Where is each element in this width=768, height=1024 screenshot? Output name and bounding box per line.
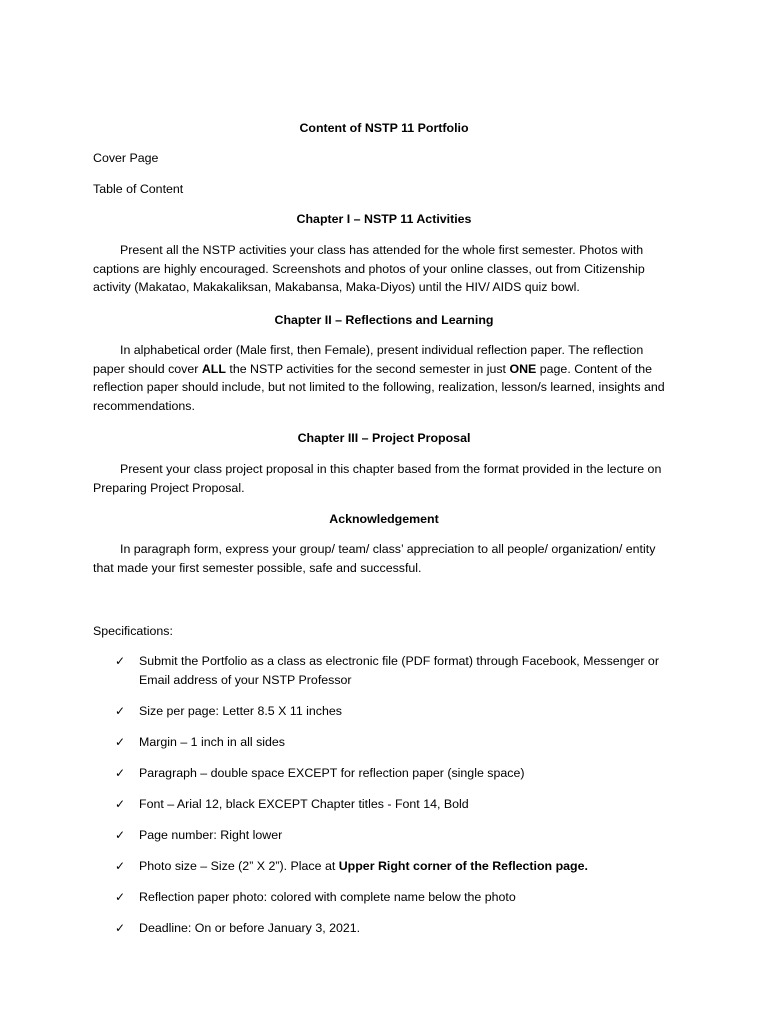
acknowledgement-body: In paragraph form, express your group/ team/ class’ appreciation to all people/ organization/ entity that made your first semester possible, safe and successful. (93, 542, 656, 575)
check-mark-icon: ✓ (115, 766, 126, 780)
chapter-2-body-part: the NSTP activities for the second semester in just (225, 361, 510, 376)
chapter-2-body-part: In alphabetical order (Male first, then Female), present individual reflection paper. The reflection paper should cover (93, 343, 644, 376)
check-mark-icon: ✓ (115, 654, 126, 668)
specifications-label: Specifications: (93, 624, 173, 638)
document-title: Content of NSTP 11 Portfolio (299, 121, 469, 135)
chapter-2-emphasis-all: ALL (201, 361, 226, 376)
chapter-1-body: Present all the NSTP activities your class has attended for the whole first semester. Photos with captions are highly encouraged. Screenshots and photos of your online classes, out from Citizenship activity (Makatao, Makakaliksan, Makabansa, Maka-Diyos) until the HIV/ AIDS quiz bowl. (93, 243, 645, 295)
chapter-3-heading: Chapter III – Project Proposal (297, 431, 471, 445)
chapter-2-emphasis-one: ONE (509, 361, 537, 376)
check-mark-icon: ✓ (115, 704, 126, 718)
chapter-2-body-part: page. Content of the reflection paper should include, but not limited to the following, realization, lesson/s learned, insights and recommendations. (93, 361, 665, 413)
acknowledgement-heading: Acknowledgement (329, 512, 439, 526)
cover-page-item: Cover Page (93, 151, 159, 165)
check-mark-icon: ✓ (115, 735, 126, 749)
spec-item-text: Size per page: Letter 8.5 X 11 inches (139, 704, 342, 718)
chapter-2-heading: Chapter II – Reflections and Learning (274, 313, 494, 327)
spec-photo-size-emphasis: Upper Right corner of the Reflection page. (338, 859, 588, 873)
spec-item-text: Font – Arial 12, black EXCEPT Chapter titles - Font 14, Bold (139, 797, 469, 811)
chapter-3-body: Present your class project proposal in this chapter based from the format provided in the lecture on Preparing Project Proposal. (93, 462, 662, 495)
check-mark-icon: ✓ (115, 797, 126, 811)
spec-item-text: Reflection paper photo: colored with complete name below the photo (139, 890, 516, 904)
spec-item-text: Paragraph – double space EXCEPT for reflection paper (single space) (139, 766, 525, 780)
spec-item-text: Deadline: On or before January 3, 2021. (139, 921, 361, 935)
chapter-1-heading: Chapter I – NSTP 11 Activities (296, 212, 472, 226)
table-of-content-item: Table of Content (93, 182, 184, 196)
spec-item-text: Page number: Right lower (139, 828, 283, 842)
spec-item-text (139, 857, 675, 876)
spec-photo-size-text: Photo size – Size (2” X 2”). Place at (139, 859, 339, 873)
check-mark-icon: ✓ (115, 859, 126, 873)
check-mark-icon: ✓ (115, 828, 126, 842)
check-mark-icon: ✓ (115, 921, 126, 935)
check-mark-icon: ✓ (115, 890, 126, 904)
spec-item-text: Submit the Portfolio as a class as electronic file (PDF format) through Facebook, Messenger or Email address of your NSTP Professor (139, 654, 659, 687)
spec-item-text: Margin – 1 inch in all sides (139, 735, 286, 749)
chapter-2-body (93, 341, 678, 415)
